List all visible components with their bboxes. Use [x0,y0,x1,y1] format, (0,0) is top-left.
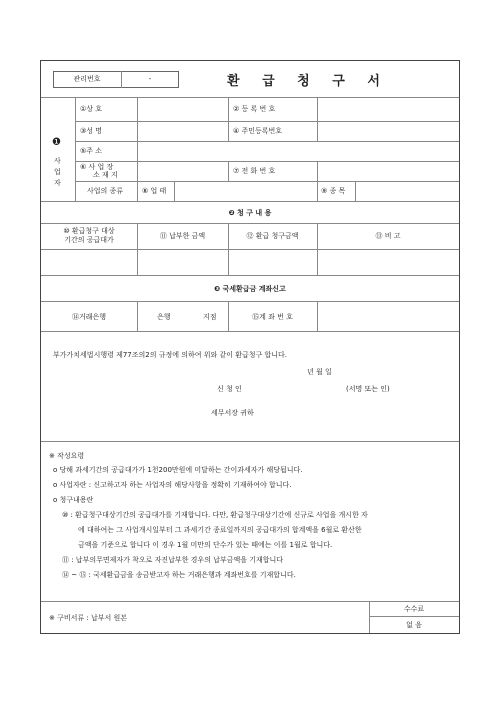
resident-number-label: ④ 주민등록번호 [233,127,283,135]
name-label: ③성 명 [80,127,103,135]
required-docs: ※ 구비서류 : 납부서 원본 [49,614,127,622]
account-number-label: ⑮계 좌 번 호 [252,313,293,321]
declaration-date: 년 월 일 [307,368,332,376]
bank-unit: 은행 [157,313,171,321]
notes-heading: ※ 작성요령 [49,452,85,460]
site-location-label-2: 소 재 지 [93,171,118,179]
site-location-field[interactable] [138,162,227,180]
note-line-4: ⑩ : 환급청구대상기간의 공급대가를 기재합니다. 다만, 환급청구대상기간에 신규로 사업을 개시한 자 [62,511,368,519]
sign-instruction: (서명 또는 인) [346,385,390,393]
address-field[interactable] [138,142,458,160]
claim-col-paid: ⑪ 납부한 금액 [159,232,206,240]
fee-value: 없 음 [406,621,422,629]
trade-name-label: ①상 호 [80,105,103,113]
reg-number-label: ② 등 록 번 호 [233,105,276,113]
note-line-6: 금액을 기준으로 합니다 이 경우 1월 미만의 단수가 있는 때에는 이를 1월로 합니다. [78,541,333,549]
note-line-8: ⑭ ~ ⑮ : 국세환급금을 송금받고자 하는 거래은행과 계좌번호를 기재합니다. [62,571,296,579]
note-line-1: o 당해 과세기간의 공급대가가 1천200만원에 미달하는 간이과세자가 해당됩니다. [53,466,303,474]
claim-section-title: ❷ 청 구 내 용 [228,209,272,217]
declaration-text: 부가가치세법시행령 제77조의2의 규정에 의하여 위와 같이 환급청구 합니다. [53,351,288,359]
bank-label: ⑭거래은행 [71,313,107,321]
note-line-2: o 사업자란 : 신고하고자 하는 사업자의 해당사항을 정확히 기재하여야 합니다. [53,481,292,489]
business-category-label: ⑧ 업 태 [142,187,167,195]
reg-number-field[interactable] [318,98,458,120]
mgmt-number-value: - [148,75,152,83]
bank-name-field[interactable] [138,302,227,330]
form-frame [40,60,460,634]
business-item-label: ⑨ 종 목 [321,187,346,195]
name-field[interactable] [138,122,227,140]
note-line-7: ⑪ : 납부의무면제자가 착오로 자진납부한 경우의 납부금액을 기재합니다 [62,556,284,564]
form-title: 환 급 청 구 서 [227,74,389,89]
account-number-field[interactable] [318,302,458,330]
claim-col-supply-1: ⑩ 환급청구 대상 [63,227,115,235]
claim-col-refund: ⑫ 환급 청구금액 [246,232,299,240]
business-type-label: 사업의 종류 [87,187,124,195]
trade-name-field[interactable] [138,98,227,120]
business-item-field[interactable] [356,182,458,200]
note-line-5: 에 대하여는 그 사업개시일부터 그 과세기간 종료일까지의 공급대가의 합계액을 6월로 환산한 [78,526,362,534]
business-category-field[interactable] [175,182,316,200]
claim-remarks-field[interactable] [318,250,458,274]
resident-number-field[interactable] [318,122,458,140]
phone-label: ⑦ 전 화 번 호 [233,167,276,175]
mgmt-number-label: 관리번호 [73,75,101,83]
applicant-side-label-3: 자 [54,179,61,187]
claim-refund-field[interactable] [229,250,316,274]
note-line-3: o 청구내용란 [53,496,94,504]
fee-label: 수수료 [403,605,425,613]
claim-col-supply-2: 기간의 공급대가 [64,236,114,244]
branch-unit: 지점 [203,313,217,321]
address-label: ⑤주 소 [80,147,103,155]
site-location-label-1: ⑥ 사 업 장 [80,163,114,171]
account-section-title: ❸ 국세환급금 계좌신고 [214,285,286,293]
applicant-side-label-1: 사 [54,157,61,165]
applicant-side-label-2: 업 [54,168,61,176]
claim-paid-field[interactable] [138,250,227,274]
applicant-sign-label: 신 청 인 [217,385,242,393]
claim-col-remarks: ⑬ 비 고 [375,232,401,240]
phone-field[interactable] [318,162,458,180]
section1-marker: ❶ [52,137,61,148]
addressee: 세무서장 귀하 [211,409,254,417]
claim-supply-field[interactable] [42,250,136,274]
